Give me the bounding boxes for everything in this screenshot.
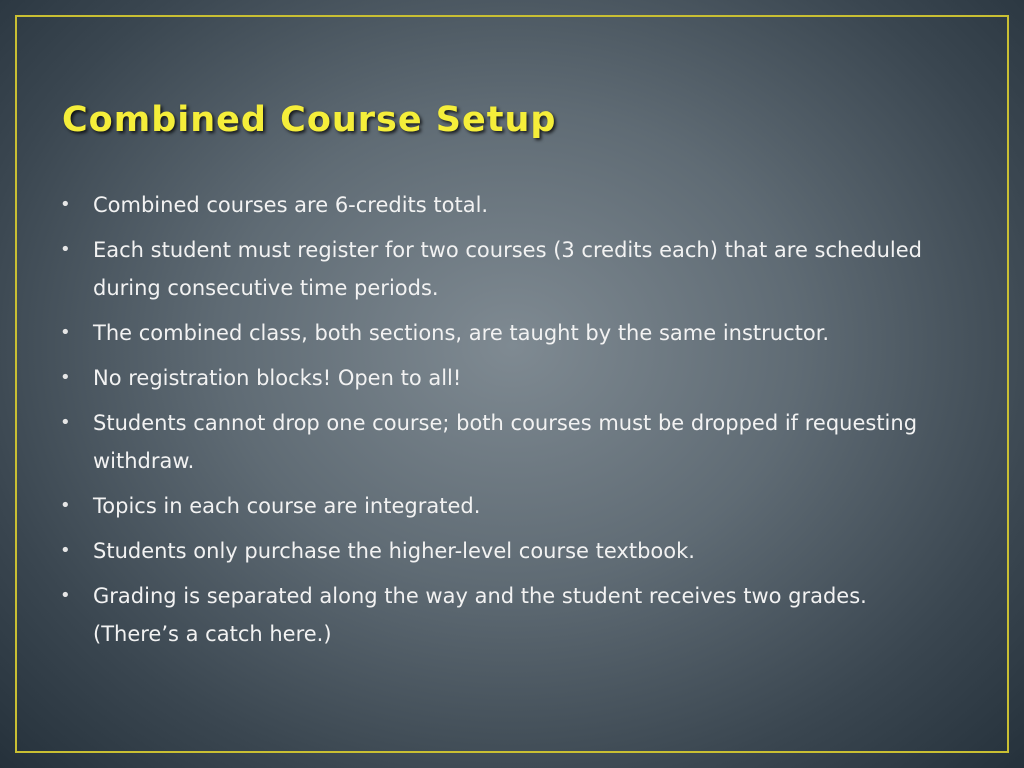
bullet-text: The combined class, both sections, are taught by the same instructor. — [93, 321, 830, 345]
bullet-point-icon: • — [60, 495, 71, 516]
bullet-item — [58, 487, 938, 525]
bullet-text: Topics in each course are integrated. — [93, 494, 481, 518]
bullet-text: No registration blocks! Open to all! — [93, 366, 462, 390]
bullet-point-icon: • — [60, 194, 71, 215]
bullet-text: Students cannot drop one course; both courses must be dropped if requesting withdraw. — [93, 411, 918, 473]
bullet-point-icon: • — [60, 239, 71, 260]
bullet-point-icon: • — [60, 322, 71, 343]
bullet-text: Combined courses are 6-credits total. — [93, 193, 489, 217]
bullet-point-icon: • — [60, 412, 71, 433]
bullet-list — [58, 186, 938, 660]
bullet-text: Grading is separated along the way and the student receives two grades. (There’s a catch here.) — [93, 584, 867, 646]
bullet-item — [58, 231, 938, 307]
bullet-text: Each student must register for two courses (3 credits each) that are scheduled during consecutive time periods. — [93, 238, 922, 300]
slide-title: Combined Course Setup — [62, 100, 557, 140]
bullet-item — [58, 577, 938, 653]
bullet-item — [58, 186, 938, 224]
bullet-point-icon: • — [60, 367, 71, 388]
bullet-point-icon: • — [60, 585, 71, 606]
bullet-item — [58, 532, 938, 570]
bullet-item — [58, 314, 938, 352]
bullet-item — [58, 404, 938, 480]
bullet-text: Students only purchase the higher-level course textbook. — [93, 539, 695, 563]
bullet-item — [58, 359, 938, 397]
bullet-point-icon: • — [60, 540, 71, 561]
